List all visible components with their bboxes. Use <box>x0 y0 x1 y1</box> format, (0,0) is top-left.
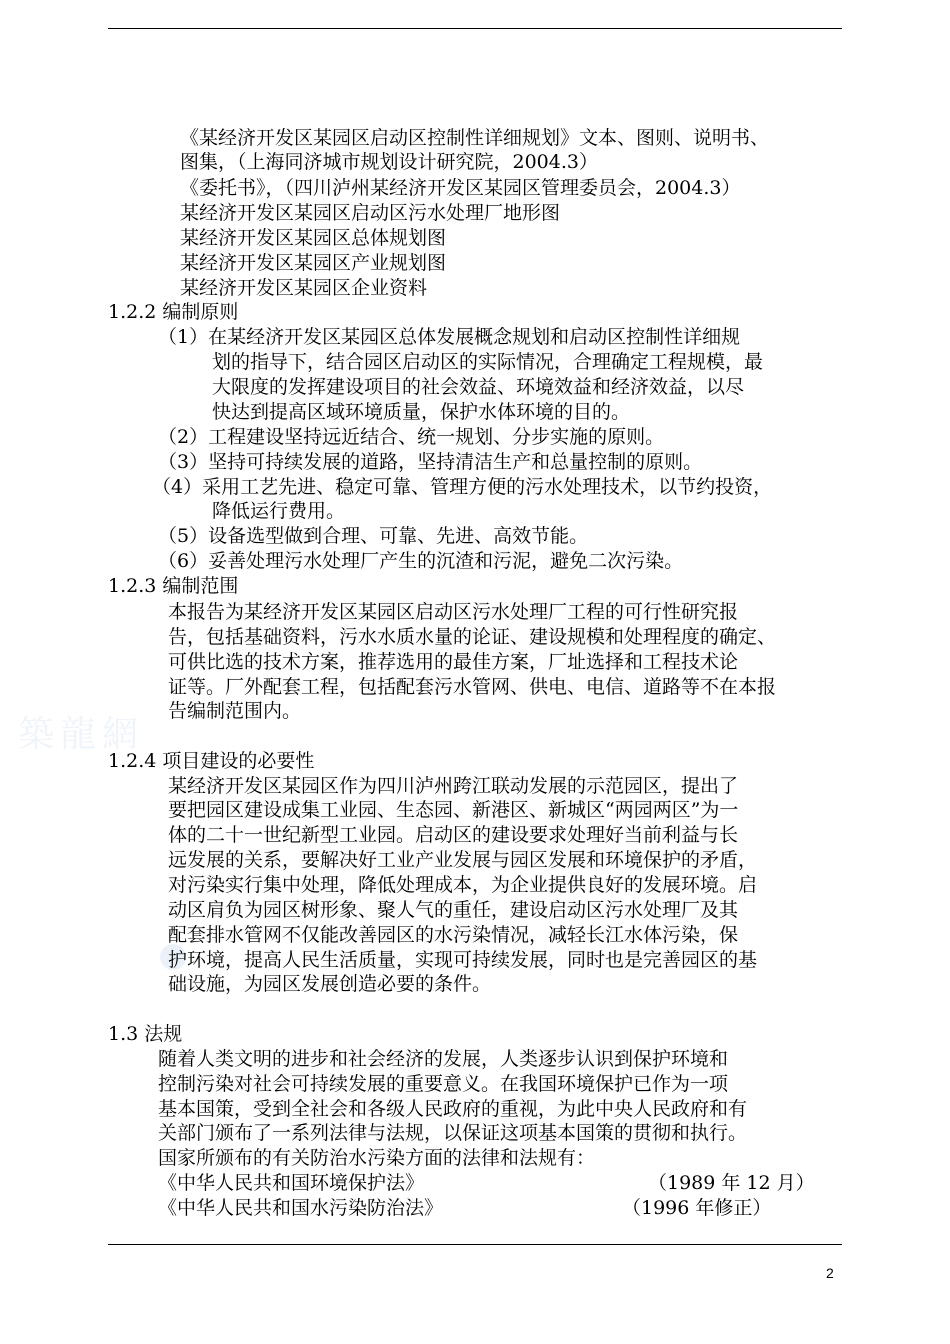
law-title: 《中华人民共和国水污染防治法》 <box>158 1197 444 1219</box>
law-title: 《中华人民共和国环境保护法》 <box>158 1172 425 1194</box>
body-line: 证等。厂外配套工程，包括配套污水管网、供电、电信、道路等不在本报 <box>168 676 777 698</box>
body-line: （3）坚持可持续发展的道路，坚持清洁生产和总量控制的原则。 <box>158 451 703 473</box>
body-line: （5）设备选型做到合理、可靠、先进、高效节能。 <box>158 525 589 547</box>
body-line: （1）在某经济开发区某园区总体发展概念规划和启动区控制性详细规 <box>158 326 741 348</box>
body-line: 某经济开发区某园区作为四川泸州跨江联动发展的示范园区，提出了 <box>168 775 739 797</box>
page-number: 2 <box>826 1265 834 1281</box>
body-line: 础设施，为园区发展创造必要的条件。 <box>168 973 492 995</box>
body-line: 护环境，提高人民生活质量，实现可持续发展，同时也是完善园区的基 <box>168 949 758 971</box>
body-line: 关部门颁布了一系列法律与法规，以保证这项基本国策的贯彻和执行。 <box>158 1122 748 1144</box>
section-heading: 1.3 法规 <box>108 1023 183 1045</box>
reference-item: 某经济开发区某园区产业规划图 <box>180 252 447 274</box>
body-line: 随着人类文明的进步和社会经济的发展，人类逐步认识到保护环境和 <box>158 1048 729 1070</box>
law-date: （1996 年修正） <box>622 1197 772 1219</box>
watermark: 築龍網 <box>18 714 145 755</box>
body-line: 控制污染对社会可持续发展的重要意义。在我国环境保护已作为一项 <box>158 1073 729 1095</box>
section-heading: 1.2.2 编制原则 <box>108 301 239 323</box>
body-line: 大限度的发挥建设项目的社会效益、环境效益和经济效益，以尽 <box>212 376 745 398</box>
reference-item: 某经济开发区某园区企业资料 <box>180 277 428 299</box>
law-date: （1989 年 12 月） <box>648 1172 815 1194</box>
body-line: （6）妥善处理污水处理厂产生的沉渣和污泥，避免二次污染。 <box>158 550 684 572</box>
body-line: 告编制范围内。 <box>168 700 302 722</box>
body-line: 本报告为某经济开发区某园区启动区污水处理厂工程的可行性研究报 <box>168 601 739 623</box>
body-line: （2）工程建设坚持远近结合、统一规划、分步实施的原则。 <box>158 426 665 448</box>
body-line: 可供比选的技术方案，推荐选用的最佳方案，厂址选择和工程技术论 <box>168 651 739 673</box>
body-line: （4）采用工艺先进、稳定可靠、管理方便的污水处理技术，以节约投资， <box>152 476 773 498</box>
body-line: 快达到提高区域环境质量，保护水体环境的目的。 <box>212 401 631 423</box>
body-line: 国家所颁布的有关防治水污染方面的法律和法规有： <box>158 1147 596 1169</box>
section-heading: 1.2.4 项目建设的必要性 <box>108 750 315 772</box>
footer-rule <box>108 1244 842 1245</box>
reference-item: 某经济开发区某园区启动区污水处理厂地形图 <box>180 202 561 224</box>
body-line: 配套排水管网不仅能改善园区的水污染情况，减轻长江水体污染，保 <box>168 924 739 946</box>
reference-item: 《某经济开发区某园区启动区控制性详细规划》文本、图则、说明书、 <box>180 127 770 149</box>
body-line: 基本国策，受到全社会和各级人民政府的重视，为此中央人民政府和有 <box>158 1098 748 1120</box>
body-line: 告，包括基础资料，污水水质水量的论证、建设规模和处理程度的确定、 <box>168 626 777 648</box>
body-line: 要把园区建设成集工业园、生态园、新港区、新城区“两园两区”为一 <box>168 799 739 821</box>
reference-item: 图集，（上海同济城市规划设计研究院，2004.3） <box>180 151 598 173</box>
body-line: 远发展的关系，要解决好工业产业发展与园区发展和环境保护的矛盾， <box>168 849 758 871</box>
body-line: 体的二十一世纪新型工业园。启动区的建设要求处理好当前利益与长 <box>168 824 739 846</box>
reference-item: 某经济开发区某园区总体规划图 <box>180 227 447 249</box>
reference-item: 《委托书》，（四川泸州某经济开发区某园区管理委员会，2004.3） <box>180 177 741 199</box>
header-rule <box>108 28 842 29</box>
section-heading: 1.2.3 编制范围 <box>108 575 239 597</box>
body-line: 降低运行费用。 <box>212 500 346 522</box>
body-line: 划的指导下，结合园区启动区的实际情况，合理确定工程规模，最 <box>212 351 764 373</box>
body-line: 对污染实行集中处理，降低处理成本，为企业提供良好的发展环境。启 <box>168 874 758 896</box>
body-line: 动区肩负为园区树形象、聚人气的重任，建设启动区污水处理厂及其 <box>168 899 739 921</box>
